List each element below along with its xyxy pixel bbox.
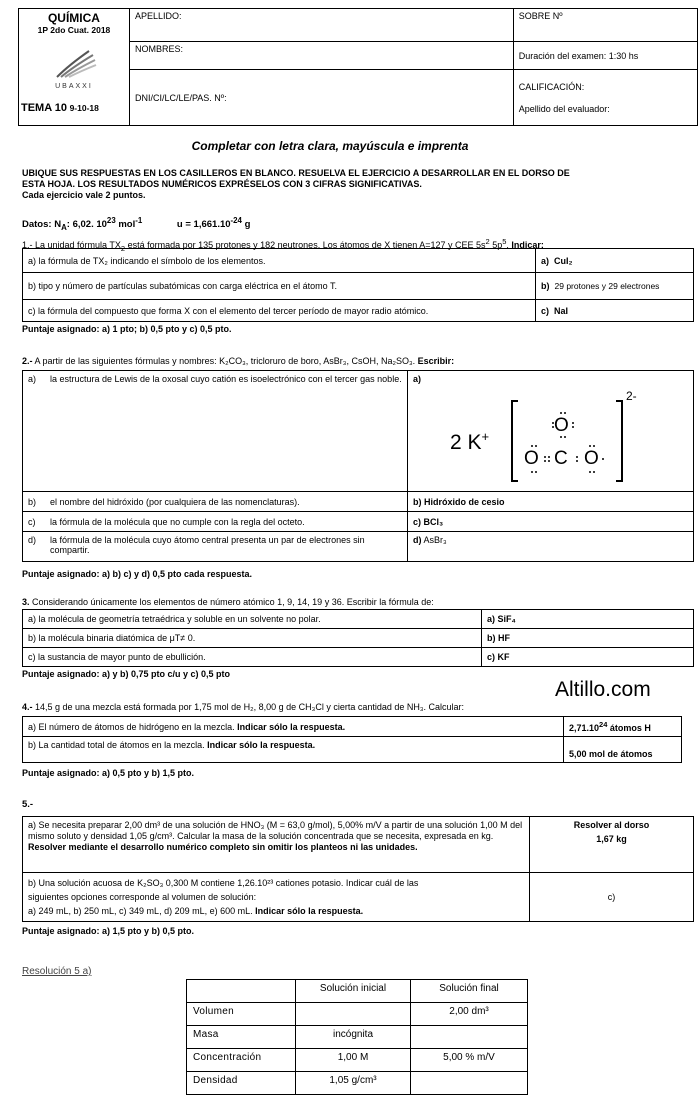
q2-b-question: el nombre del hidróxido (por cualquiera de las nomenclaturas).	[50, 496, 300, 507]
q4-a-answer-exp: 24	[599, 720, 608, 729]
resolucion-row-masa	[187, 1026, 528, 1049]
q1-intro-b: está formada por 135 protones y 182 neutrones. Los átomos de X tienen A=127 y CEE 5s	[125, 240, 486, 250]
q2-d-answer-label: d)	[413, 535, 422, 545]
q3-table	[22, 609, 694, 667]
q1-row-c	[23, 300, 694, 322]
resolucion-row-densidad	[187, 1072, 528, 1095]
logo-text: UBAXXI	[55, 83, 93, 90]
q2-num: 2.-	[22, 356, 33, 366]
resolucion-cell-2-2: 5,00 % m/V	[411, 1049, 528, 1072]
q1-row-b	[23, 273, 694, 300]
q2-a-label: a)	[28, 374, 37, 384]
q5-b-question-line1: b) Una solución acuosa de K₂SO₃ 0,300 M contiene 1,26.10²³ cationes potasio. Indicar cuál de las	[28, 878, 419, 888]
q4-b-answer-cell[interactable]	[564, 737, 682, 763]
q2-intro-text: A partir de las siguientes fórmulas y nombres: K₂CO₃, tricloruro de boro, AsBr₃, CsOH, Na₂SO₃.	[32, 356, 418, 366]
q1-c-answer-cell[interactable]	[536, 300, 694, 322]
datos-label: Datos: N	[22, 219, 62, 231]
calificacion-label: CALIFICACIÓN:	[518, 81, 585, 92]
q5-num: 5.-	[22, 799, 34, 810]
q2-c-answer-cell[interactable]	[408, 512, 694, 532]
datos-sub: A	[61, 223, 67, 233]
lewis-c: C	[554, 448, 568, 469]
resolucion-row-concentracion	[187, 1049, 528, 1072]
resolucion-cell-0-1	[296, 1003, 411, 1026]
q4-b-question: b) La cantidad total de átomos en la mezcla.	[28, 740, 208, 750]
lewis-o-right: O	[584, 448, 599, 469]
q4-num: 4.-	[22, 702, 33, 712]
q3-c-answer: KF	[497, 652, 510, 662]
q5-a-question-bold: Resolver mediante el desarrollo numérico completo sin omitir los planteos ni las unidades.	[28, 842, 418, 852]
q2-c-label: c)	[28, 516, 36, 527]
q3-c-answer-cell[interactable]	[482, 648, 694, 667]
q1-table	[22, 248, 694, 322]
q1-b-answer: 29 protones y 29 electrones	[554, 281, 660, 291]
q1-a-answer-label: a)	[541, 255, 550, 266]
q2-row-d	[23, 532, 694, 562]
q2-b-label: b)	[28, 496, 37, 507]
tema: TEMA 10	[21, 102, 68, 114]
lewis-brackets-icon	[448, 389, 678, 487]
subject-cell	[19, 9, 130, 126]
lewis-cation-text: 2 K	[450, 431, 482, 454]
q2-d-answer-cell[interactable]	[408, 532, 694, 562]
datos-u-exp: -24	[230, 216, 242, 225]
q4-score: Puntaje asignado: a) 0,5 pto y b) 1,5 pto.	[22, 768, 195, 778]
q2-c-question: la fórmula de la molécula que no cumple con la regla del octeto.	[50, 516, 305, 527]
instructions-line-2: ESTA HOJA. LOS RESULTADOS NUMÉRICOS EXPRÉSELOS CON 3 CIFRAS SIGNIFICATIVAS.	[22, 179, 422, 189]
q3-b-answer: HF	[498, 633, 511, 643]
q2-row-c	[23, 512, 694, 532]
q1-a-question: a) la fórmula de TX₂ indicando el símbolo de los elementos.	[23, 249, 536, 273]
q1-b-answer-cell[interactable]	[536, 273, 694, 300]
q4-b-question-bold: Indicar sólo la respuesta.	[207, 740, 316, 750]
q2-c-answer: BCl₃	[423, 516, 444, 527]
q1-a-answer-cell[interactable]	[536, 249, 694, 273]
q2-b-answer-label: b)	[413, 496, 422, 507]
lewis-o-left: O	[524, 448, 539, 469]
tema-line	[21, 102, 127, 114]
datos-unit-exp: -1	[135, 216, 143, 225]
q2-b-answer: Hidróxido de cesio	[424, 496, 505, 507]
q1-b-answer-label: b)	[541, 281, 550, 291]
datos-value: : 6,02. 10	[66, 219, 107, 231]
q4-b-question-cell	[23, 737, 564, 763]
q2-a-question-cell	[23, 371, 408, 492]
duracion: Duración del examen: 1:30 hs	[513, 42, 697, 70]
q4-row-b	[23, 737, 682, 763]
q2-d-question-cell	[23, 532, 408, 562]
course: 1P 2do Cuat. 2018	[37, 25, 111, 35]
q2-b-answer-cell[interactable]	[408, 492, 694, 512]
q1-intro-sub: 2	[120, 243, 126, 253]
sobre-field[interactable]: SOBRE Nº	[513, 9, 697, 42]
q3-b-question: b) la molécula binaria diatómica de μT≠ 0.	[23, 629, 482, 648]
resolucion-cell-3-2	[411, 1072, 528, 1095]
q5-score: Puntaje asignado: a) 1,5 pto y b) 0,5 pto.	[22, 926, 195, 936]
q1-row-a	[23, 249, 694, 273]
q4-intro-text: 14,5 g de una mezcla está formada por 1,75 mol de H₂, 8,00 g de CH₃Cl y cierta cantidad de NH₃. Calcular:	[32, 702, 465, 712]
resolucion-title: Resolución 5 a)	[22, 966, 92, 977]
q3-intro	[22, 597, 434, 607]
instructions-line-3: Cada ejercicio vale 2 puntos.	[22, 190, 146, 200]
resolucion-header-row	[187, 980, 528, 1003]
ubaxxi-logo-icon	[49, 47, 99, 81]
q2-d-answer: AsBr₃	[423, 535, 447, 545]
resolucion-header-1: Solución inicial	[296, 980, 411, 1003]
calificacion-cell[interactable]	[513, 70, 697, 126]
q3-c-answer-label: c)	[487, 652, 496, 662]
watermark: Altillo.com	[555, 678, 651, 701]
q5-b-answer: c)	[607, 892, 616, 902]
q4-row-a	[23, 717, 682, 737]
q5-b-options: a) 249 mL, b) 250 mL, c) 349 mL, d) 209 mL, e) 600 mL.	[28, 906, 256, 916]
q2-d-question: la fórmula de la molécula cuyo átomo central presenta un par de electrones sin compartir.	[50, 535, 365, 555]
q1-intro-a: 1.- La unidad fórmula TX	[22, 240, 121, 250]
q4-intro	[22, 702, 464, 712]
apellido-field[interactable]: APELLIDO:	[129, 9, 513, 42]
exam-date: 9-10-18	[69, 103, 99, 113]
q2-a-answer-label: a)	[413, 374, 422, 384]
q3-b-answer-label: b)	[487, 633, 496, 643]
q2-c-question-cell	[23, 512, 408, 532]
q3-num: 3.	[22, 597, 30, 607]
q1-score: Puntaje asignado: a) 1 pto; b) 0,5 pto y c) 0,5 pto.	[22, 324, 232, 334]
q3-b-answer-cell[interactable]	[482, 629, 694, 648]
q1-c-question: c) la fórmula del compuesto que forma X con el elemento del tercer período de mayor radio atómico.	[23, 300, 536, 322]
datos-exp: 23	[106, 216, 116, 225]
q5-row-b	[23, 873, 694, 922]
resolucion-cell-0-2: 2,00 dm³	[411, 1003, 528, 1026]
q3-row-b	[23, 629, 694, 648]
instructions-line-1: UBIQUE SUS RESPUESTAS EN LOS CASILLEROS EN BLANCO. RESUELVA EL EJERCICIO A DESARROLLAR EN EL DORSO DE	[22, 168, 570, 178]
resolucion-cell-3-0: Densidad	[187, 1072, 296, 1095]
q4-a-question-bold: Indicar sólo la respuesta.	[237, 721, 346, 732]
q5-b-answer-cell[interactable]	[530, 873, 694, 922]
resolucion-cell-0-0: Volumen	[187, 1003, 296, 1026]
dni-field[interactable]: DNI/CI/LC/LE/PAS. Nº:	[129, 70, 513, 126]
q1-a-answer: CuI₂	[554, 255, 573, 266]
q1-c-answer-label: c)	[541, 305, 550, 316]
datos-line	[22, 216, 250, 232]
evaluador-label: Apellido del evaluador:	[518, 103, 610, 114]
resolucion-table	[186, 979, 528, 1095]
resolucion-cell-3-1: 1,05 g/cm³	[296, 1072, 411, 1095]
q5-b-question-cell	[23, 873, 530, 922]
q3-row-a	[23, 610, 694, 629]
datos-u-unit: g	[241, 219, 251, 231]
instructions-title: Completar con letra clara, mayúscula e imprenta	[191, 139, 469, 153]
resolucion-row-volumen	[187, 1003, 528, 1026]
q5-a-question-cell	[23, 817, 530, 873]
q1-c-answer: NaI	[554, 305, 569, 316]
q2-intro	[22, 356, 454, 366]
exam-header	[18, 8, 698, 126]
q3-a-answer: SiF₄	[497, 614, 516, 624]
q5-a-question: a) Se necesita preparar 2,00 dm³ de una solución de HNO₃ (M = 63,0 g/mol), 5,00% m/V a partir de una solución 1,00 M del mismo soluto y densidad 1,05 g/cm³. Calcular la masa de la solución concentrada que se necesita, expresada en kg.	[28, 820, 523, 841]
q3-intro-text: Considerando únicamente los elementos de número atómico 1, 9, 14, 19 y 36. Escribir la fórmula de:	[29, 597, 434, 607]
q4-a-answer: 2,71.10	[569, 723, 600, 733]
q3-a-answer-label: a)	[487, 614, 496, 624]
q1-intro-c: 5p	[489, 240, 503, 250]
resolucion-header-0	[187, 980, 296, 1003]
q5-table	[22, 816, 694, 922]
q5-b-question-line2: siguientes opciones corresponde al volumen de solución:	[28, 892, 257, 902]
q2-c-answer-label: c)	[413, 516, 422, 527]
resolucion-cell-1-0: Masa	[187, 1026, 296, 1049]
q3-a-question: a) la molécula de geometría tetraédrica y soluble en un solvente no polar.	[23, 610, 482, 629]
lewis-structure	[448, 389, 678, 487]
q2-row-a	[23, 371, 694, 492]
resolucion-cell-2-1: 1,00 M	[296, 1049, 411, 1072]
q2-table	[22, 370, 694, 562]
q5-b-question-bold: Indicar sólo la respuesta.	[255, 906, 364, 916]
datos-u: u = 1,661.10	[176, 219, 231, 231]
q2-d-label: d)	[28, 535, 37, 545]
resolucion-cell-1-2	[411, 1026, 528, 1049]
q4-a-question-cell	[23, 717, 564, 737]
q5-a-answer-cell[interactable]	[530, 817, 694, 873]
subject: QUÍMICA	[47, 11, 100, 25]
q3-score: Puntaje asignado: a) y b) 0,75 pto c/u y c) 0,5 pto	[22, 669, 231, 679]
q2-a-question: la estructura de Lewis de la oxosal cuyo catión es isoelectrónico con el tercer gas noble.	[50, 374, 402, 384]
lewis-cation-charge: +	[481, 429, 490, 444]
resolucion-header-2: Solución final	[411, 980, 528, 1003]
q1-intro-d: .	[506, 240, 512, 250]
q2-score: Puntaje asignado: a) b) c) y d) 0,5 pto cada respuesta.	[22, 569, 253, 579]
q5-row-a	[23, 817, 694, 873]
q5-a-answer: 1,67 kg	[596, 834, 627, 844]
q1-b-question: b) tipo y número de partículas subatómicas con carga eléctrica en el átomo T.	[23, 273, 536, 300]
q1-intro-bold: Indicar:	[511, 240, 544, 250]
q4-b-answer: 5,00 mol de átomos	[569, 749, 653, 759]
datos-unit: mol	[115, 219, 136, 231]
q5-a-answer-note: Resolver al dorso	[573, 820, 650, 830]
q3-row-c	[23, 648, 694, 667]
q4-a-answer-cell[interactable]	[564, 717, 682, 737]
lewis-charge: 2-	[626, 389, 637, 403]
resolucion-cell-1-1: incógnita	[296, 1026, 411, 1049]
q2-b-question-cell	[23, 492, 408, 512]
instructions-block	[22, 168, 692, 201]
q1-intro-sup1: 2	[485, 237, 490, 246]
resolucion-cell-2-0: Concentración	[187, 1049, 296, 1072]
q3-c-question: c) la sustancia de mayor punto de ebullición.	[23, 648, 482, 667]
q2-intro-bold: Escribir:	[417, 356, 455, 366]
q4-table	[22, 716, 682, 763]
lewis-o-top: O	[554, 415, 569, 436]
nombres-field[interactable]: NOMBRES:	[129, 42, 513, 70]
q3-a-answer-cell[interactable]	[482, 610, 694, 629]
q4-a-question: a) El número de átomos de hidrógeno en la mezcla.	[28, 721, 238, 732]
q5-b-question-line3	[28, 904, 524, 918]
q2-a-answer-cell[interactable]	[408, 371, 694, 492]
q2-row-b	[23, 492, 694, 512]
q4-a-answer-unit: átomos H	[607, 723, 651, 733]
q1-intro-sup2: 5	[502, 237, 507, 246]
